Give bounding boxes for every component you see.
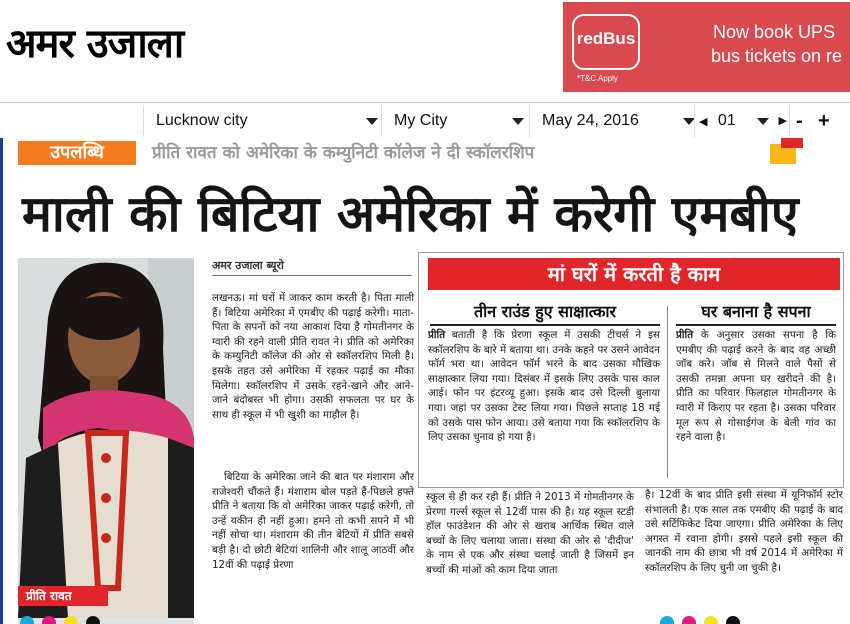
lead-word: प्रीति xyxy=(428,329,446,341)
magenta-mark xyxy=(682,616,696,624)
section-select-value: My City xyxy=(394,112,448,129)
student-photo xyxy=(18,258,194,624)
edition-select-value: Lucknow city xyxy=(156,112,248,129)
page-select[interactable] xyxy=(694,105,790,137)
chevron-down-icon xyxy=(757,118,769,125)
ad-terms: *T&C Apply xyxy=(577,74,618,83)
chevron-down-icon xyxy=(366,118,378,125)
ad-line-2: bus tickets on re xyxy=(711,46,843,66)
article-kicker: प्रीति रावत को अमेरिका के कम्युनिटी कॉलेज ने दी स्कॉलरशिप xyxy=(152,143,535,163)
box-column-dream xyxy=(676,328,836,445)
box-banner: मां घरों में करती है काम xyxy=(428,258,840,290)
subheading-interviews: तीन राउंड हुए साक्षात्कार xyxy=(430,300,660,326)
yellow-mark xyxy=(704,616,718,624)
print-color-marks xyxy=(20,616,850,624)
article-paragraph-3: स्कूल से ही कर रही हैं। प्रीति ने 2013 में गोमतीनगर के प्रेरणा गर्ल्स स्कूल से 12वीं पास की है। यह स्कूल स्टडी हॉल फाउंडेशन की ओर से खराब आर्थिक स्थित वाले बच्चों के लिए चलाया जाता। संस्था की ओर से 'दीदीज' के नाम से एक और संस्था चलाई जाती है जिसमें इन बच्चों की मांओं को काम दिया जाता xyxy=(426,491,634,576)
magenta-mark xyxy=(42,616,56,624)
subheading-dream: घर बनाना है सपना xyxy=(676,300,836,326)
section-badge: उपलब्धि xyxy=(18,141,136,165)
next-page-icon[interactable]: ▶ xyxy=(778,115,787,127)
yellow-mark xyxy=(64,616,78,624)
edition-select[interactable] xyxy=(143,105,389,137)
zoom-out-button[interactable]: - xyxy=(796,110,803,132)
page-left-border xyxy=(0,138,3,624)
black-mark xyxy=(726,616,740,624)
page-number: 01 xyxy=(717,112,736,129)
newspaper-logo[interactable]: अमर उजाला xyxy=(6,21,184,67)
newspaper-page xyxy=(0,138,850,624)
decorative-block xyxy=(781,138,803,148)
box-column-interviews xyxy=(428,328,660,445)
article-paragraph-4: है। 12वीं के बाद प्रीति इसी संस्था में यूनिफॉर्म स्टोर संभालती है। एक साल तक एमबीए की पढ़ाई के बाद उसे सर्टिफिकेट दिया जाएगा। प्रीति अमेरिका के लिए अगस्त में रवाना होगी। इससे पहले इसी स्कूल की जानकी नाम की छात्रा भी वर्ष 2014 में अमेरिका में स्कॉलरशिप के लिए चुनी जा चुकी है। xyxy=(645,489,843,574)
box-text-2: के अनुसार उसका सपना है कि एमबीए की पढ़ाई करने के बाद वह अच्छी जॉब करे। जॉब से मिलने वाले पैसों से उसकी तमन्ना अपना घर खरीदने की है। प्रीति का परिवार फिलहाल गोमतीनगर के ग्वारी में किराए पर रहता है। उसका परिवार मूल रूप से गोसाईगंज के बेली गांव का रहने वाला है। xyxy=(676,329,836,444)
portrait-illustration xyxy=(18,258,194,618)
article-paragraph-2: बिटिया के अमेरिका जाने की बात पर मंशाराम और राजेश्वरी चौंकते हैं। मंशाराम बोल पड़ते हैं-पिछले हफ्ते प्रीति ने बताया कि वो अमेरिका जाकर पढ़ाई करेगी, तो उन्हें यकीन ही नहीं हुआ। हमने तो कभी सपने में भी नहीं सोचा था। मंशाराम की तीन बेटियों में प्रीति सबसे बड़ी है। दो छोटी बेटियां शालिनी और शालू आठवीं और 12वीं की पढ़ाई प्रेरणा xyxy=(212,471,414,571)
section-select[interactable] xyxy=(381,105,535,137)
column-divider xyxy=(667,306,668,478)
date-select[interactable] xyxy=(529,105,706,137)
cyan-mark xyxy=(20,616,34,624)
ad-line-1: Now book UPS xyxy=(713,22,836,42)
date-select-value: May 24, 2016 xyxy=(542,112,639,129)
black-mark xyxy=(86,616,100,624)
lead-word: प्रीति xyxy=(676,329,694,341)
article-paragraph-1: लखनऊ। मां घरों में जाकर काम करती है। पिता माली हैं। बिटिया अमेरिका में एमबीए की पढ़ाई करेगी। माता-पिता के सपनों को नया आकाश दिया है गोमतीनगर के ग्वारी की रहने वाली प्रीति रावत ने। प्रीति को अमेरिका के कम्युनिटी कॉलेज की ओर से स्कॉलरशिप मिली है। इसके तहत उसे अमेरिका में रहकर पढ़ाई का मौका मिलेगा। स्कॉलरशिप में उसके रहने-खाने और आने-जाने बंदोबस्त भी होगा। उसकी सफलता पर घर के साथ ही स्कूल में भी खुशी का माहौल है। xyxy=(212,292,414,421)
cyan-mark xyxy=(660,616,674,624)
article-headline: माली की बिटिया अमेरिका में करेगी एमबीए xyxy=(22,185,799,243)
photo-caption: प्रीति रावत xyxy=(18,586,108,606)
redbus-logo: redBus xyxy=(572,14,640,70)
box-text-1: बताती है कि प्रेरणा स्कूल में उसकी टीचर्स ने इस स्कॉलरशिप के बारे में बताया था। उनके कहने पर उसने आवेदन फॉर्म भरा था। आवेदन फॉर्म भरने के बाद उसका मौखिक साक्षात्कार लिया गया। दिसंबर में इसके लिए उसके पास काल आई। फोन पर इंटरव्यू हुआ। इसके बाद उसे दिल्ली बुलाया गया। जहां पर उसका टेस्ट लिया गया। पिछले सप्ताह 18 मई को उसके पास फोन आया। उसे बताया गया कि स्कॉलरशिप के लिए उसका चुनाव हो गया है। xyxy=(428,329,660,444)
chevron-down-icon xyxy=(512,118,524,125)
article-byline: अमर उजाला ब्यूरो xyxy=(212,258,412,276)
zoom-in-button[interactable]: + xyxy=(818,110,830,132)
prev-page-icon[interactable]: ◀ xyxy=(699,116,708,128)
epaper-toolbar xyxy=(0,102,850,138)
redbus-advertisement[interactable] xyxy=(563,2,850,92)
